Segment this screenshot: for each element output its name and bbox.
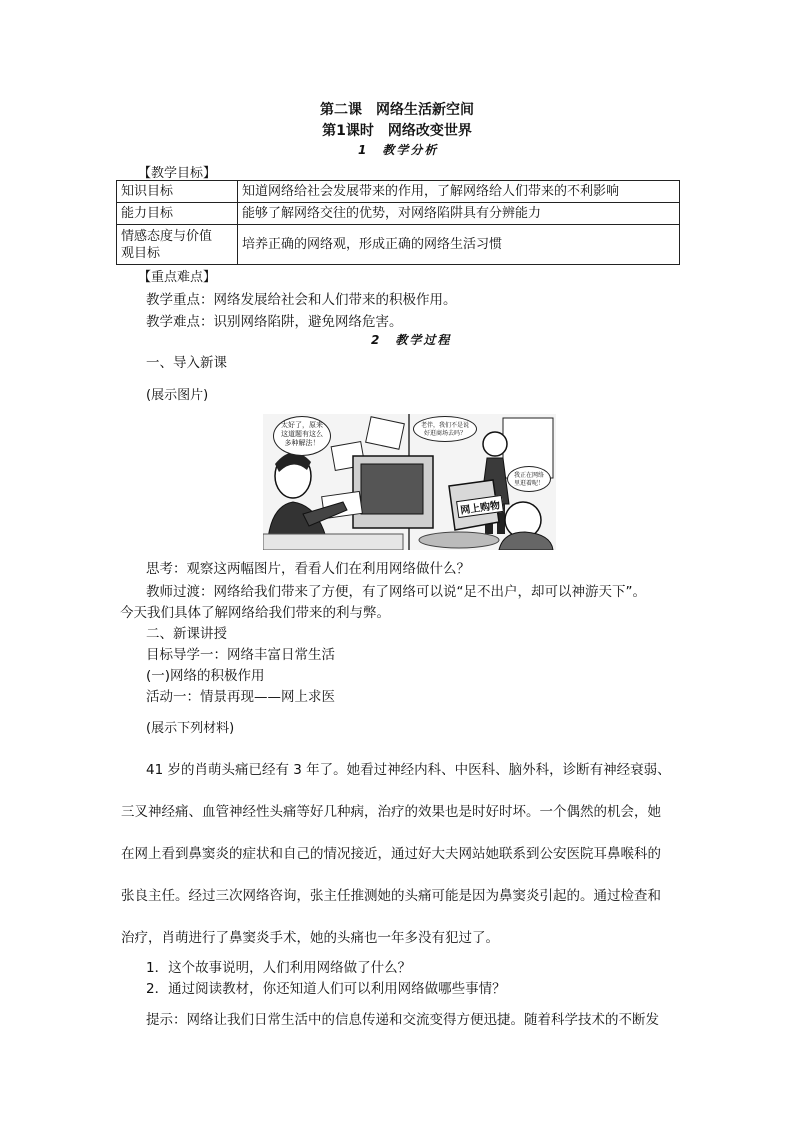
table-row — [117, 181, 680, 203]
table-row — [117, 225, 680, 265]
bubble-line: 好逛商场去吗？ — [423, 430, 466, 437]
key-points-heading: 【重点难点】 — [138, 270, 217, 285]
bubble-line: 这道题有这么 — [281, 430, 323, 438]
objective-label — [117, 225, 238, 265]
objectives-table — [116, 180, 680, 265]
activity-1: 活动一：情景再现——网上求医 — [146, 689, 335, 705]
lesson-title: 第二课 网络生活新空间 — [320, 102, 474, 118]
part-intro-heading: 一、导入新课 — [146, 355, 227, 371]
speech-bubble-right-mid — [507, 466, 551, 492]
period-title: 第1课时 网络改变世界 — [322, 123, 472, 139]
objective-label-line: 观目标 — [121, 245, 161, 261]
think-question: 思考：观察这两幅图片，看看人们在利用网络做什么？ — [146, 561, 470, 577]
objective-content: 培养正确的网络观，形成正确的网络生活习惯 — [238, 225, 680, 265]
story-line: 张良主任。经过三次网络咨询，张主任推测她的头痛可能是因为鼻窦炎引起的。通过检查和 — [121, 888, 661, 904]
comic-illustration — [263, 414, 556, 550]
objective-label-line: 情感态度与价值 — [121, 228, 213, 244]
bubble-line: 太好了，原来 — [281, 421, 323, 429]
objective-label: 能力目标 — [117, 203, 238, 225]
hint-text: 提示：网络让我们日常生活中的信息传递和交流变得方便迅捷。随着科学技术的不断发 — [146, 1012, 659, 1028]
story-line: 在网上看到鼻窦炎的症状和自己的情况接近，通过好大夫网站她联系到公安医院耳鼻喉科的 — [121, 846, 661, 862]
story-line: 治疗，肖萌进行了鼻窦炎手术，她的头痛也一年多没有犯过了。 — [121, 930, 499, 946]
show-material-note: (展示下列材料) — [146, 721, 235, 736]
section-analysis-heading: 1 教学分析 — [358, 143, 439, 157]
objective-content: 能够了解网络交往的优势，对网络陷阱具有分辨能力 — [238, 203, 680, 225]
story-line: 41 岁的肖萌头痛已经有 3 年了。她看过神经内科、中医科、脑外科，诊断有神经衰弱、 — [146, 762, 671, 778]
question-1: 1．这个故事说明，人们利用网络做了什么？ — [146, 960, 412, 976]
screen-label: 网上购物 — [456, 495, 504, 518]
table-row — [117, 203, 680, 225]
bubble-line: 老伴，我们不是说 — [420, 422, 469, 429]
subsection-positive-effects: (一)网络的积极作用 — [146, 668, 265, 684]
goal-guide-1: 目标导学一：网络丰富日常生活 — [146, 647, 335, 663]
speech-bubble-left — [273, 416, 331, 456]
teaching-focus: 教学重点：网络发展给社会和人们带来的积极作用。 — [146, 292, 457, 308]
objective-label: 知识目标 — [117, 181, 238, 203]
speech-bubble-right-top — [413, 416, 477, 442]
show-picture-note: (展示图片) — [146, 388, 209, 403]
bubble-line: 多种解法！ — [284, 439, 320, 447]
bubble-line: 我正在网络 — [513, 472, 544, 479]
part-lecture-heading: 二、新课讲授 — [146, 626, 227, 642]
teacher-transition-line1: 教师过渡：网络给我们带来了方便，有了网络可以说“足不出户，却可以神游天下”。 — [146, 584, 646, 600]
teaching-difficulty: 教学难点：识别网络陷阱，避免网络危害。 — [146, 314, 403, 330]
bubble-line: 里逛着呢！ — [513, 480, 544, 487]
story-line: 三叉神经痛、血管神经性头痛等好几种病，治疗的效果也是时好时坏。一个偶然的机会，她 — [121, 804, 661, 820]
objective-content: 知道网络给社会发展带来的作用，了解网络给人们带来的不利影响 — [238, 181, 680, 203]
teacher-transition-line2: 今天我们具体了解网络给我们带来的利与弊。 — [120, 605, 390, 621]
question-2: 2．通过阅读教材，你还知道人们可以利用网络做哪些事情？ — [146, 981, 506, 997]
section-process-heading: 2 教学过程 — [371, 333, 452, 347]
objectives-heading: 【教学目标】 — [138, 166, 217, 181]
